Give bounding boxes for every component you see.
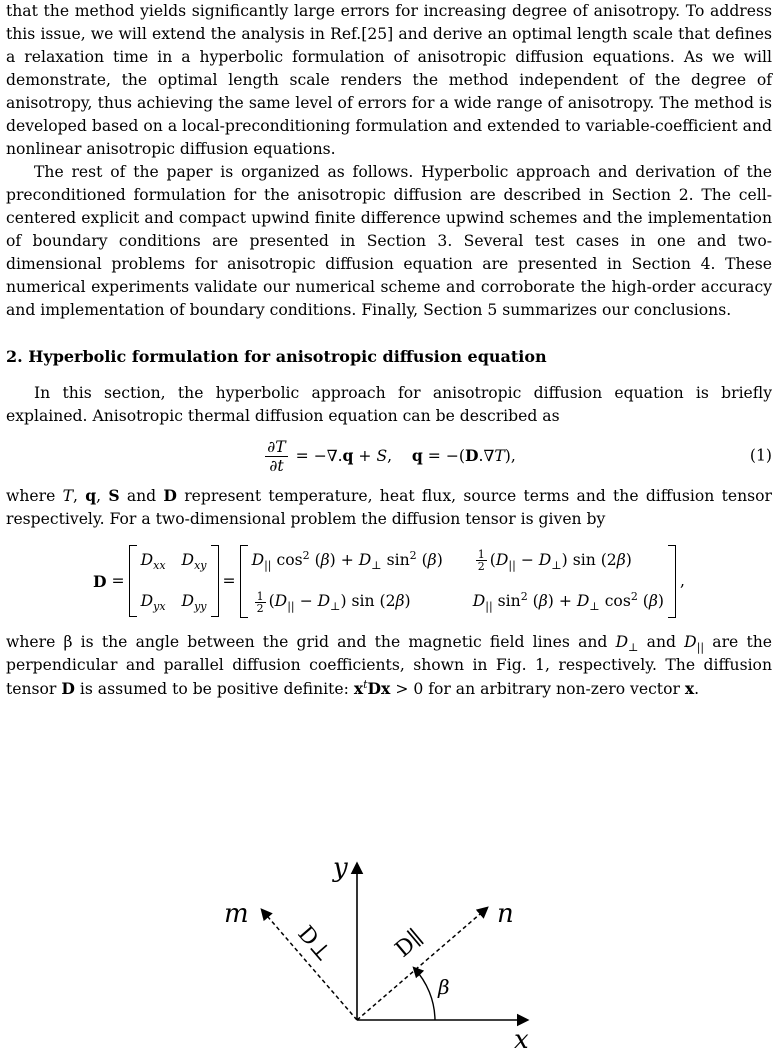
label-m: m [224,899,249,929]
paragraph-variables: where T, q, S and D represent temperature, heat flux, source terms and the diffusion tensor respectively. For a two-dimensional problem the diffusion tensor is given by [6,486,772,528]
equation-1: $\frac{\partial T}{\partial t}$ = −∇.q + S, q = −(D.∇T), (1) [267,437,772,475]
label-n: n [497,899,514,929]
n-axis [357,908,487,1020]
paragraph-hyperbolic-intro: In this section, the hyperbolic approach for anisotropic diffusion equation is briefly explained. Anisotropic thermal diffusion equation can be described as [6,384,772,425]
label-d-perp: D⊥ [292,921,337,967]
matrix-components: $D_{xx}$ $D_{xy}$ $D_{yx}$ $D_{yy}$ [129,545,219,617]
beta-arc [414,968,435,1020]
label-beta: β [438,975,450,999]
label-y: y [333,853,348,883]
equation-number: (1) [749,446,772,465]
label-x: x [514,1025,529,1052]
figure-diagram [0,848,778,1052]
paragraph-outline: The rest of the paper is organized as follows. Hyperbolic approach and derivation of the preconditioned formulation for the anisotropic diffusion are described in Section 2. The cell-centered explicit and compact upwind finite difference upwind schemes and the implementation of boundary conditions are presented in Section 3. Several test cases in one and two-dimensional problems for anisotropic diffusion equation are presented in Section 4. These numerical experiments validate our numerical scheme and corroborate the high-order accuracy and implementation of boundary conditions. Finally, Section 5 summarizes our conclusions. [6,163,772,319]
paragraph-intro-continued: that the method yields significantly large errors for increasing degree of anisotropy. To address this issue, we will extend the analysis in Ref.[25] and derive an optimal length scale that defines a relaxation time in a hyperbolic formulation of anisotropic diffusion equations. As we will demonstrate, the optimal length scale renders the method independent of the degree of anisotropy, thus achieving the same level of errors for a wide range of anisotropy. The method is developed based on a local-preconditioning formulation and extended to variable-coefficient and nonlinear anisotropic diffusion equations. [6,2,772,158]
label-d-par: D∥ [390,925,429,963]
page [6,0,772,701]
eq1-dTdt: $\frac{\partial T}{\partial t}$ [267,437,286,475]
section-heading: 2. Hyperbolic formulation for anisotropic diffusion equation [6,347,547,366]
paragraph-beta-definition: where β is the angle between the grid and the magnetic field lines and $D_\perp$ and $D_{||}$ are the perpendicular and parallel diffusion coefficients, shown in Fig. 1, respectively. The diffusion tensor D is assumed to be positive definite: $x^tDx > 0$ for an arbitrary non-zero vector x. [6,633,772,698]
diffusion-tensor-equation: D = $D_{xx}$ $D_{xy}$ $D_{yx}$ $D_{yy}$ = $D_{||}$ $\cos^2 (\beta) + D_\perp$ $\sin^2 (\beta)$ $\frac{1}{2}$ $(D_{||} - D_\perp)$ sin (2β) $\frac{1}{2}$ $(D_{||} - D_\perp)$ sin (2β) $D_{||}$ $\sin^2 (\beta) + D_\perp$ $\cos^2 (\beta)$ , [6,531,772,631]
figure-1 [0,848,778,1052]
matrix-expanded: $D_{||}$ $\cos^2 (\beta) + D_\perp$ $\sin^2 (\beta)$ $\frac{1}{2}$ $(D_{||} - D_\perp)$ sin (2β) $\frac{1}{2}$ $(D_{||} - D_\perp)$ sin (2β) $D_{||}$ $\sin^2 (\beta) + D_\perp$ $\cos^2 (\beta)$ [240,545,676,618]
